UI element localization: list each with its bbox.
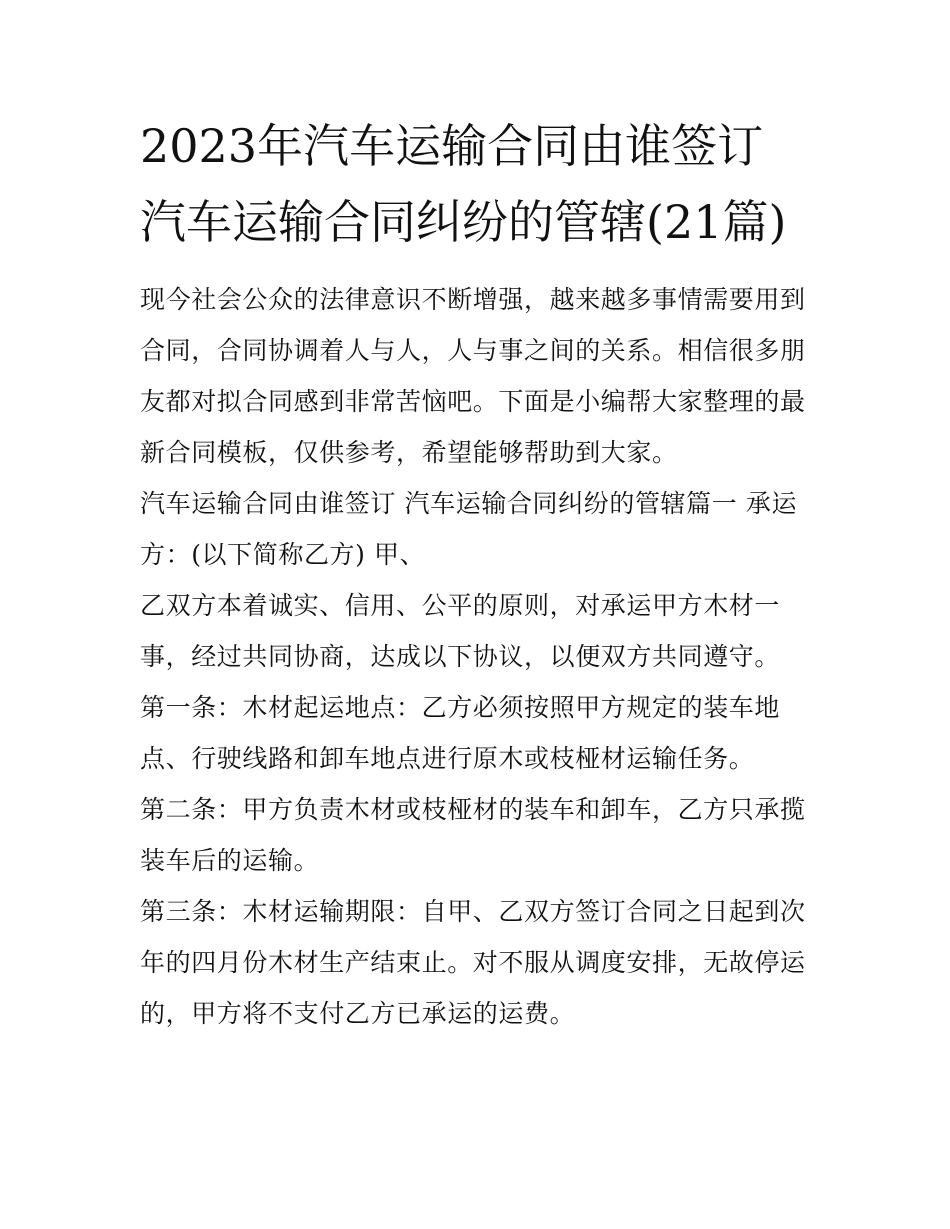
paragraph-article-3: 第三条：木材运输期限：自甲、乙双方签订合同之日起到次年的四月份木材生产结束止。对不服从调度安排，无故停运的，甲方将不支付乙方已承运的运费。 xyxy=(140,897,806,1028)
paragraph-party: 方：(以下简称乙方) 甲、 xyxy=(140,540,426,569)
paragraph-article-1: 第一条：木材起运地点：乙方必须按照甲方规定的装车地点、行驶线路和卸车地点进行原木或枝桠材运输任务。 xyxy=(140,693,781,773)
document-title: 2023年汽车运输合同由谁签订 汽车运输合同纠纷的管辖(21篇) xyxy=(140,119,787,249)
paragraph-article-2: 第二条：甲方负责木材或枝桠材的装车和卸车，乙方只承揽装车后的运输。 xyxy=(140,795,806,875)
document-body xyxy=(140,274,820,1039)
paragraph-agreement: 乙双方本着诚实、信用、公平的原则，对承运甲方木材一事，经过共同协商，达成以下协议，以便双方共同遵守。 xyxy=(140,591,781,671)
paragraph-intro: 现今社会公众的法律意识不断增强，越来越多事情需要用到合同，合同协调着人与人，人与事之间的关系。相信很多朋友都对拟合同感到非常苦恼吧。下面是小编帮大家整理的最新合同模板，仅供参考，希望能够帮助到大家。 xyxy=(140,285,806,467)
document-content xyxy=(140,108,820,1039)
paragraph-section-heading: 汽车运输合同由谁签订 汽车运输合同纠纷的管辖篇一 承运 xyxy=(140,489,798,518)
